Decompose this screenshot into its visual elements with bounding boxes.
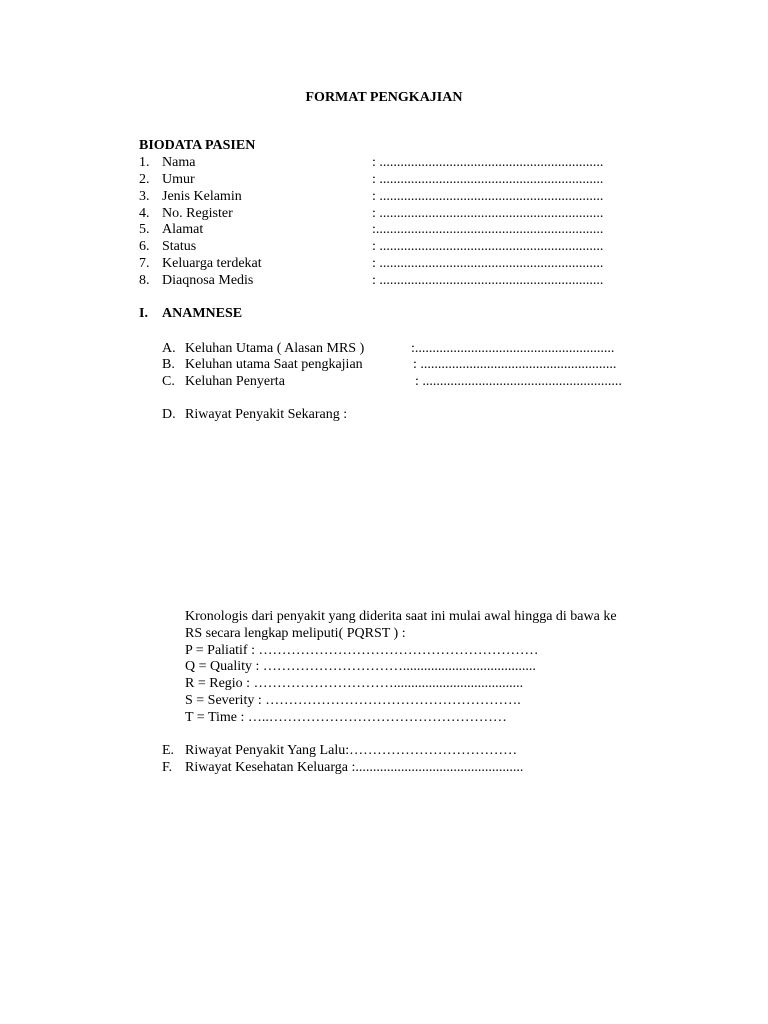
anamnese-value-line: :......................................................... — [411, 341, 615, 356]
riwayat-lalu-label: Riwayat Penyakit Yang Lalu:……………………………… — [185, 743, 518, 758]
biodata-label: Alamat — [162, 222, 204, 237]
biodata-value-line: : ................................................................ — [372, 172, 604, 187]
biodata-label: Status — [162, 239, 197, 254]
biodata-number: 7. — [139, 256, 150, 271]
biodata-value-line: : ................................................................ — [372, 155, 604, 170]
anamnese-letter: D. — [162, 407, 176, 422]
anamnese-letter: A. — [162, 341, 176, 356]
pqrst-paliatif: P = Paliatif : …………………………………………………… — [185, 643, 539, 658]
biodata-number: 1. — [139, 155, 150, 170]
anamnese-label: Keluhan utama Saat pengkajian — [185, 357, 363, 372]
anamnese-letter: C. — [162, 374, 175, 389]
pqrst-time: T = Time : …..…………………………………………… — [185, 710, 507, 725]
anamnese-letter: F. — [162, 760, 173, 775]
biodata-label: Umur — [162, 172, 195, 187]
page-title: FORMAT PENGKAJIAN — [305, 90, 463, 105]
biodata-number: 6. — [139, 239, 150, 254]
kronologis-line: RS secara lengkap meliputi( PQRST ) : — [185, 626, 406, 641]
biodata-label: Keluarga terdekat — [162, 256, 262, 271]
biodata-value-line: : ................................................................ — [372, 189, 604, 204]
biodata-value-line: :................................................................. — [372, 222, 604, 237]
pqrst-severity: S = Severity : ………………………………………………. — [185, 693, 521, 708]
anamnese-number: I. — [139, 306, 148, 321]
pqrst-regio: R = Regio : …………………………..................................... — [185, 676, 524, 691]
riwayat-keluarga-label: Riwayat Kesehatan Keluarga :................................................ — [185, 760, 524, 775]
anamnese-value-line: : ......................................................... — [415, 374, 622, 389]
biodata-number: 3. — [139, 189, 150, 204]
anamnese-letter: E. — [162, 743, 175, 758]
biodata-label: Nama — [162, 155, 196, 170]
biodata-label: Jenis Kelamin — [162, 189, 242, 204]
anamnese-label: Keluhan Penyerta — [185, 374, 285, 389]
biodata-heading: BIODATA PASIEN — [139, 138, 256, 153]
biodata-number: 8. — [139, 273, 150, 288]
anamnese-label: Keluhan Utama ( Alasan MRS ) — [185, 341, 365, 356]
biodata-value-line: : ................................................................ — [372, 239, 604, 254]
biodata-label: No. Register — [162, 206, 233, 221]
biodata-value-line: : ................................................................ — [372, 206, 604, 221]
biodata-number: 2. — [139, 172, 150, 187]
riwayat-sekarang-label: Riwayat Penyakit Sekarang : — [185, 407, 348, 422]
anamnese-heading: ANAMNESE — [162, 306, 243, 321]
biodata-number: 4. — [139, 206, 150, 221]
biodata-value-line: : ................................................................ — [372, 273, 604, 288]
biodata-label: Diaqnosa Medis — [162, 273, 254, 288]
biodata-value-line: : ................................................................ — [372, 256, 604, 271]
anamnese-value-line: : ........................................................ — [413, 357, 617, 372]
pqrst-quality: Q = Quality : …………………………...................................... — [185, 659, 536, 674]
biodata-number: 5. — [139, 222, 150, 237]
anamnese-letter: B. — [162, 357, 175, 372]
kronologis-line: Kronologis dari penyakit yang diderita saat ini mulai awal hingga di bawa ke — [185, 609, 617, 624]
